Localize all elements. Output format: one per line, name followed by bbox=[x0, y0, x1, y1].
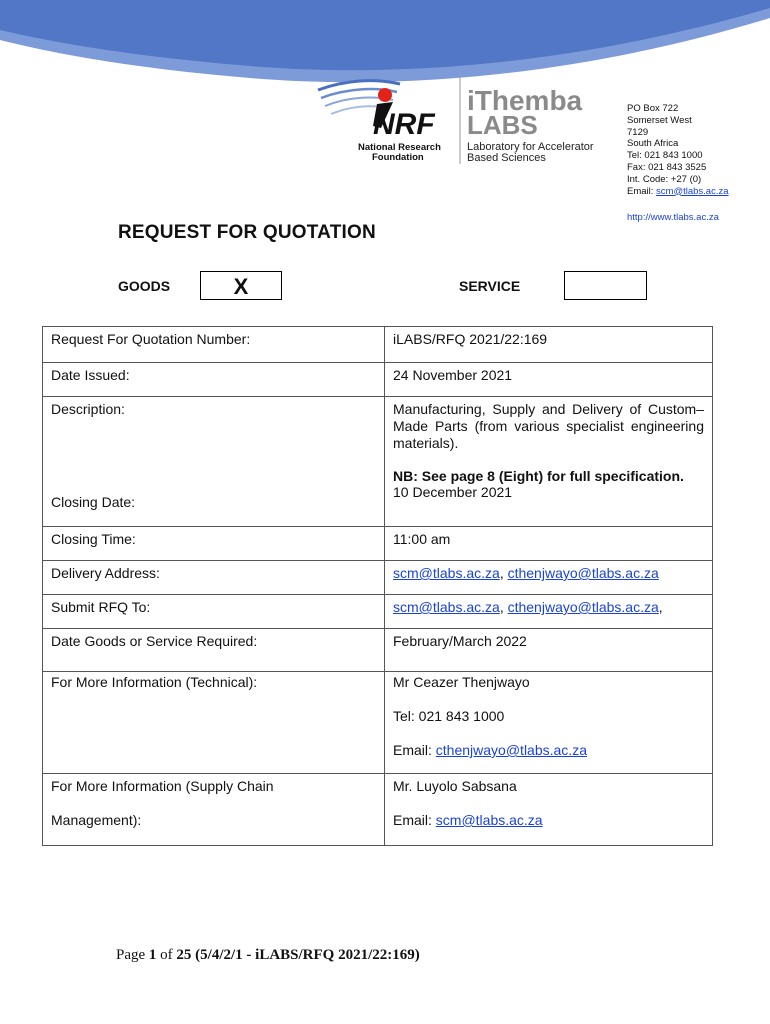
closing-date-value: 10 December 2021 bbox=[393, 484, 513, 500]
rfq-details-table bbox=[42, 326, 713, 846]
nrf-ithemba-logo bbox=[315, 72, 610, 172]
page-footer: Page 1 of 25 (5/4/2/1 - iLABS/RFQ 2021/22:169) bbox=[116, 947, 420, 963]
closing-time-value: 11:00 am bbox=[385, 527, 713, 561]
current-page: 1 bbox=[148, 947, 157, 963]
closing-date-label: Closing Date: bbox=[51, 494, 136, 510]
svg-text:Based Sciences: Based Sciences bbox=[467, 152, 546, 164]
rfq-number-value: iLABS/RFQ 2021/22:169 bbox=[385, 327, 713, 363]
description-cell bbox=[43, 397, 385, 527]
submit-rfq-value: scm@tlabs.ac.za, cthenjwayo@tlabs.ac.za, bbox=[385, 595, 713, 629]
page-title: REQUEST FOR QUOTATION bbox=[118, 222, 376, 243]
address-line: 7129 bbox=[627, 126, 649, 138]
svg-text:National Research: National Research bbox=[358, 142, 441, 153]
technical-contact-tel: Tel: 021 843 1000 bbox=[393, 708, 505, 724]
submit-rfq-label: Submit RFQ To: bbox=[43, 595, 385, 629]
red-dot-icon bbox=[378, 88, 392, 102]
svg-text:LABS: LABS bbox=[467, 110, 538, 140]
address-email-row: Email: scm@tlabs.ac.za bbox=[627, 185, 729, 197]
contact-address bbox=[627, 103, 729, 197]
delivery-address-value: scm@tlabs.ac.za, cthenjwayo@tlabs.ac.za bbox=[385, 561, 713, 595]
table-row bbox=[43, 774, 713, 846]
table-row bbox=[43, 397, 713, 527]
total-pages: 25 bbox=[176, 947, 192, 963]
delivery-email-link[interactable]: cthenjwayo@tlabs.ac.za bbox=[507, 565, 659, 581]
technical-info-label: For More Information (Technical): bbox=[43, 672, 385, 774]
goods-label: GOODS bbox=[118, 278, 171, 294]
footer-reference: (5/4/2/1 - iLABS/RFQ 2021/22:169) bbox=[191, 947, 420, 963]
address-tel: Tel: 021 843 1000 bbox=[627, 150, 703, 162]
address-line: South Africa bbox=[627, 138, 679, 150]
address-email-link[interactable]: scm@tlabs.ac.za bbox=[656, 185, 729, 197]
closing-time-label: Closing Time: bbox=[43, 527, 385, 561]
svg-text:NRF: NRF bbox=[373, 108, 435, 141]
svg-text:Foundation: Foundation bbox=[372, 152, 424, 163]
delivery-email-link[interactable]: scm@tlabs.ac.za bbox=[393, 565, 500, 581]
date-required-label: Date Goods or Service Required: bbox=[43, 629, 385, 672]
svg-text:iThemba: iThemba bbox=[467, 85, 583, 116]
supply-chain-value bbox=[385, 774, 713, 846]
website-link[interactable]: http://www.tlabs.ac.za bbox=[627, 212, 719, 223]
table-row bbox=[43, 561, 713, 595]
date-issued-label: Date Issued: bbox=[43, 363, 385, 397]
supply-contact-email: Email: scm@tlabs.ac.za bbox=[393, 812, 543, 828]
description-nb: NB: See page 8 (Eight) for full specification. bbox=[393, 468, 684, 484]
rfq-number-label: Request For Quotation Number: bbox=[43, 327, 385, 363]
table-row bbox=[43, 672, 713, 774]
technical-contact-name: Mr Ceazer Thenjwayo bbox=[393, 674, 530, 690]
address-intl-code: Int. Code: +27 (0) bbox=[627, 173, 702, 185]
table-row bbox=[43, 527, 713, 561]
submit-email-link[interactable]: scm@tlabs.ac.za bbox=[393, 599, 500, 615]
table-row bbox=[43, 595, 713, 629]
goods-checkbox[interactable]: X bbox=[200, 271, 282, 300]
service-label: SERVICE bbox=[459, 278, 521, 294]
address-line: Somerset West bbox=[627, 114, 692, 126]
supply-contact-name: Mr. Luyolo Sabsana bbox=[393, 778, 517, 794]
supply-chain-label: For More Information (Supply Chain Management): bbox=[43, 774, 385, 846]
table-row bbox=[43, 327, 713, 363]
supply-email-link[interactable]: scm@tlabs.ac.za bbox=[435, 812, 543, 828]
table-row bbox=[43, 629, 713, 672]
description-value: Manufacturing, Supply and Delivery of Custom–Made Parts (from various specialist engineering materials). bbox=[393, 401, 704, 451]
description-value-cell bbox=[385, 397, 713, 527]
delivery-address-label: Delivery Address: bbox=[43, 561, 385, 595]
submit-email-link[interactable]: cthenjwayo@tlabs.ac.za bbox=[507, 599, 659, 615]
svg-text:Laboratory for Accelerator: Laboratory for Accelerator bbox=[467, 141, 594, 153]
date-issued-value: 24 November 2021 bbox=[385, 363, 713, 397]
table-row bbox=[43, 363, 713, 397]
date-required-value: February/March 2022 bbox=[385, 629, 713, 672]
service-checkbox[interactable] bbox=[564, 271, 647, 300]
address-fax: Fax: 021 843 3525 bbox=[627, 161, 707, 173]
technical-contact-email: Email: cthenjwayo@tlabs.ac.za bbox=[393, 742, 587, 758]
technical-email-link[interactable]: cthenjwayo@tlabs.ac.za bbox=[435, 742, 587, 758]
description-label: Description: bbox=[51, 401, 125, 417]
technical-info-value bbox=[385, 672, 713, 774]
address-line: PO Box 722 bbox=[627, 103, 679, 114]
